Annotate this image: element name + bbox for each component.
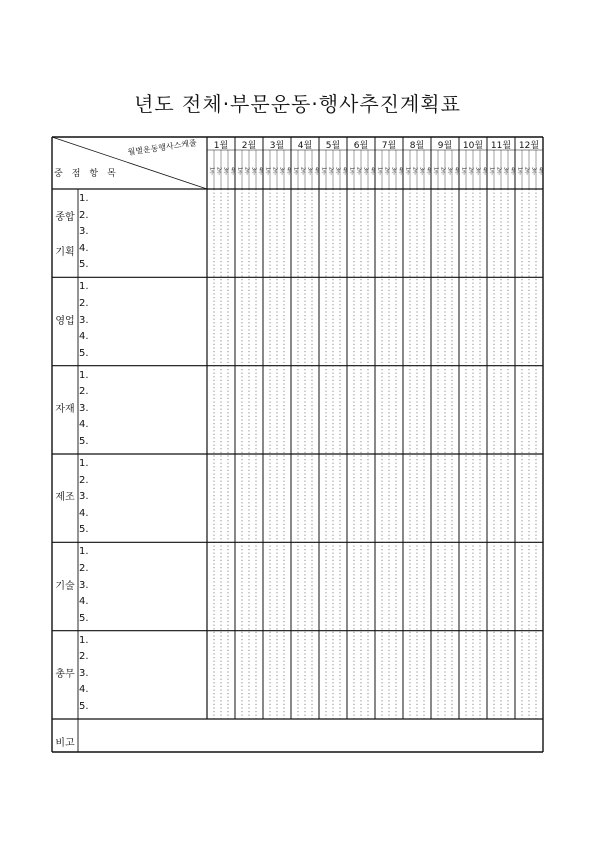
section-label: 영업 [55,315,75,327]
item-number: 1. [79,193,89,204]
week-label: 4주 [285,166,292,176]
item-number: 5. [79,524,89,536]
week-label: 3주 [446,166,453,176]
section-label: 제조 [55,492,75,504]
section-label-line: 기획 [55,247,75,258]
week-label: 2주 [383,166,390,176]
page-title: 년도 전체·부문운동·행사추진계획표 [134,92,461,116]
month-label: 4월 [297,141,313,151]
item-number: 3. [79,491,89,503]
item-number: 4. [79,507,89,519]
week-label: 4주 [425,166,432,176]
week-label: 3주 [306,166,313,176]
week-label: 2주 [271,166,278,176]
week-label: 3주 [390,166,397,176]
week-label: 2주 [495,166,502,176]
week-label: 3주 [418,166,425,176]
week-label: 1주 [236,166,243,176]
week-label: 1주 [348,166,355,176]
week-label: 2주 [355,166,362,176]
week-label: 4주 [341,166,348,176]
item-number: 2. [79,474,89,486]
section-label-line: 종합 [55,212,75,223]
focus-items-header: 중점항목 [54,169,125,179]
week-label: 3주 [278,166,285,176]
item-number: 4. [79,596,89,608]
week-label: 2주 [411,166,418,176]
week-label: 3주 [502,166,509,176]
week-label: 1주 [488,166,495,176]
week-label: 4주 [257,166,264,176]
item-number: 4. [79,242,89,254]
week-label: 4주 [229,166,236,176]
week-label: 4주 [369,166,376,176]
week-label: 4주 [453,166,460,176]
month-label: 2월 [241,141,257,151]
remark-label: 비고 [55,738,75,749]
item-number: 4. [79,684,89,696]
monthly-schedule-header: 월별운동행사스케줄 [127,138,198,157]
week-label: 4주 [397,166,404,176]
item-number: 3. [79,314,89,326]
month-label: 5월 [325,141,341,151]
week-label: 2주 [215,166,222,176]
week-label: 3주 [250,166,257,176]
week-label: 1주 [292,166,299,176]
item-number: 4. [79,331,89,343]
item-number: 2. [79,651,89,663]
month-label: 6월 [353,141,369,151]
week-label: 1주 [264,166,271,176]
item-number: 4. [79,419,89,431]
item-number: 5. [79,701,89,713]
item-number: 5. [79,436,89,448]
section-label: 총무 [55,668,75,680]
week-label: 2주 [327,166,334,176]
section-label: 자재 [55,403,75,415]
week-label: 2주 [439,166,446,176]
item-number: 5. [79,347,89,359]
week-label: 4주 [537,166,544,176]
item-number: 3. [79,667,89,679]
item-number: 2. [79,209,89,221]
section-label: 기술 [55,580,75,592]
item-number: 2. [79,297,89,309]
week-label: 2주 [467,166,474,176]
item-number: 5. [79,612,89,624]
week-label: 3주 [334,166,341,176]
month-label: 12월 [518,141,540,151]
month-label: 8월 [409,141,425,151]
week-label: 1주 [376,166,383,176]
week-label: 4주 [509,166,516,176]
week-label: 2주 [243,166,250,176]
week-label: 1주 [404,166,411,176]
week-label: 4주 [313,166,320,176]
week-label: 3주 [362,166,369,176]
week-label: 1주 [320,166,327,176]
section-label [52,211,78,259]
month-label: 10월 [462,141,484,151]
item-number: 1. [79,634,89,646]
week-label: 1주 [460,166,467,176]
month-label: 9월 [437,141,453,151]
item-number: 3. [79,402,89,414]
item-number: 1. [79,281,89,293]
item-number: 3. [79,226,89,238]
month-label: 11월 [490,141,512,151]
week-label: 2주 [299,166,306,176]
week-label: 1주 [516,166,523,176]
month-label: 7월 [381,141,397,151]
week-label: 1주 [208,166,215,176]
item-number: 2. [79,562,89,574]
week-label: 1주 [432,166,439,176]
item-number: 5. [79,259,89,271]
item-number: 3. [79,579,89,591]
item-number: 1. [79,369,89,381]
item-number: 1. [79,458,89,469]
week-label: 4주 [481,166,488,176]
month-label: 1월 [213,141,229,151]
week-label: 3주 [474,166,481,176]
item-number: 2. [79,386,89,398]
week-label: 2주 [523,166,530,176]
item-number: 1. [79,546,89,558]
month-label: 3월 [269,141,285,151]
week-label: 3주 [222,166,229,176]
week-label: 3주 [530,166,537,176]
